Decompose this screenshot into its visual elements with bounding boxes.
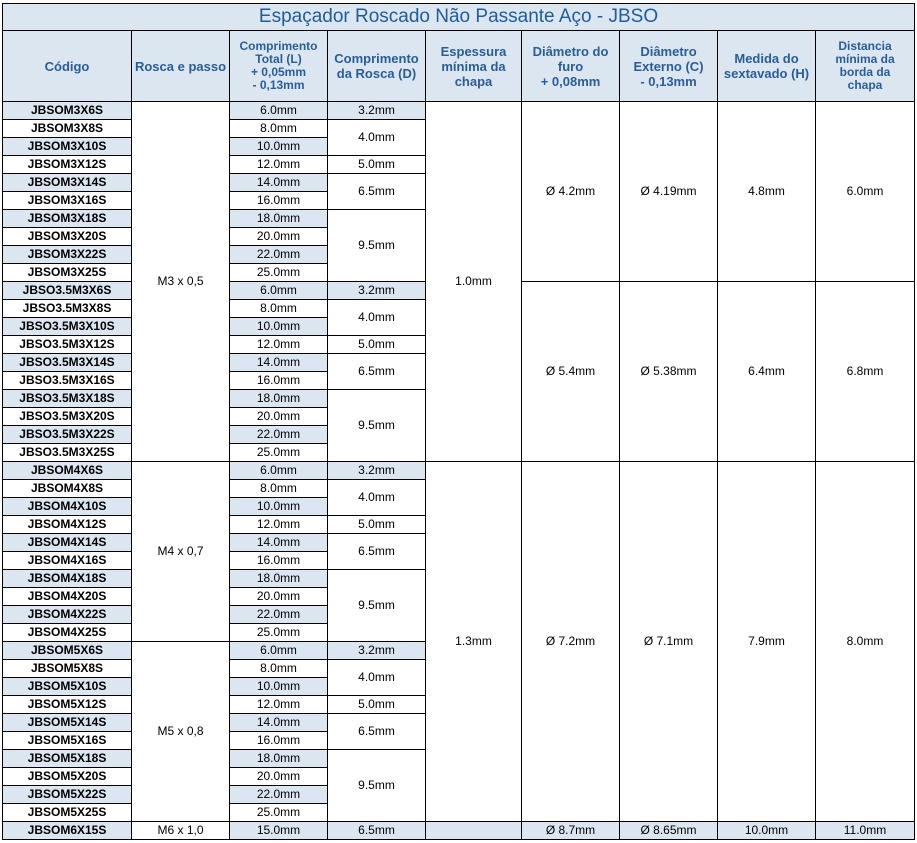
- length-cell: 20.0mm: [230, 228, 328, 246]
- length-cell: 22.0mm: [230, 786, 328, 804]
- medida-cell: 6.4mm: [718, 282, 816, 462]
- length-cell: 8.0mm: [230, 480, 328, 498]
- diam-ext-cell: Ø 7.1mm: [620, 462, 718, 822]
- diam-furo-cell: Ø 4.2mm: [522, 102, 620, 282]
- code-cell: JBSOM3X25S: [3, 264, 132, 282]
- code-cell: JBSOM5X12S: [3, 696, 132, 714]
- code-cell: JBSOM4X12S: [3, 516, 132, 534]
- length-cell: 10.0mm: [230, 678, 328, 696]
- code-cell: JBSOM3X8S: [3, 120, 132, 138]
- code-cell: JBSOM3X16S: [3, 192, 132, 210]
- header-line: mínima da: [835, 52, 895, 66]
- thread-length-cell: 6.5mm: [328, 822, 426, 840]
- code-cell: JBSOM5X10S: [3, 678, 132, 696]
- thread-length-cell: 5.0mm: [328, 336, 426, 354]
- thread-length-cell: 4.0mm: [328, 120, 426, 156]
- thread-length-cell: 4.0mm: [328, 300, 426, 336]
- medida-cell: 10.0mm: [718, 822, 816, 840]
- length-cell: 18.0mm: [230, 210, 328, 228]
- code-cell: JBSO3.5M3X25S: [3, 444, 132, 462]
- length-cell: 16.0mm: [230, 372, 328, 390]
- diam-ext-cell: Ø 5.38mm: [620, 282, 718, 462]
- length-cell: 14.0mm: [230, 354, 328, 372]
- medida-cell: 4.8mm: [718, 102, 816, 282]
- length-cell: 10.0mm: [230, 318, 328, 336]
- thread-length-cell: 9.5mm: [328, 570, 426, 642]
- thread-length-cell: 9.5mm: [328, 750, 426, 822]
- code-cell: JBSOM4X14S: [3, 534, 132, 552]
- code-cell: JBSOM5X8S: [3, 660, 132, 678]
- espessura-cell: 1.0mm: [426, 102, 522, 462]
- length-cell: 12.0mm: [230, 516, 328, 534]
- code-cell: JBSOM4X8S: [3, 480, 132, 498]
- length-cell: 6.0mm: [230, 282, 328, 300]
- length-cell: 12.0mm: [230, 156, 328, 174]
- code-cell: JBSOM6X15S: [3, 822, 132, 840]
- code-cell: JBSOM5X6S: [3, 642, 132, 660]
- header-line: sextavado (H): [723, 66, 810, 81]
- thread-length-cell: 3.2mm: [328, 282, 426, 300]
- code-cell: JBSO3.5M3X22S: [3, 426, 132, 444]
- code-cell: JBSO3.5M3X14S: [3, 354, 132, 372]
- thread-length-cell: 6.5mm: [328, 354, 426, 390]
- code-cell: JBSO3.5M3X10S: [3, 318, 132, 336]
- code-cell: JBSO3.5M3X18S: [3, 390, 132, 408]
- thread-length-cell: 5.0mm: [328, 516, 426, 534]
- header-line: Comprimento: [239, 39, 318, 53]
- header-line: chapa: [454, 73, 493, 89]
- length-cell: 8.0mm: [230, 120, 328, 138]
- thread-length-cell: 5.0mm: [328, 696, 426, 714]
- header-comp-total: [230, 31, 328, 102]
- diam-furo-cell: Ø 8.7mm: [522, 822, 620, 840]
- length-cell: 22.0mm: [230, 426, 328, 444]
- code-cell: JBSOM5X18S: [3, 750, 132, 768]
- diam-ext-cell: Ø 8.65mm: [620, 822, 718, 840]
- header-line: Total (L): [255, 52, 302, 66]
- thread-length-cell: 4.0mm: [328, 480, 426, 516]
- code-cell: JBSOM3X20S: [3, 228, 132, 246]
- code-cell: JBSOM3X14S: [3, 174, 132, 192]
- code-cell: JBSOM4X20S: [3, 588, 132, 606]
- code-cell: JBSOM5X20S: [3, 768, 132, 786]
- thread-length-cell: 6.5mm: [328, 714, 426, 750]
- length-cell: 12.0mm: [230, 336, 328, 354]
- rosca-cell: M6 x 1,0: [132, 822, 230, 840]
- distancia-cell: 6.0mm: [816, 102, 915, 282]
- length-cell: 14.0mm: [230, 534, 328, 552]
- header-line: mínima da: [441, 58, 506, 74]
- distancia-cell: 11.0mm: [816, 822, 915, 840]
- code-cell: JBSOM4X16S: [3, 552, 132, 570]
- code-cell: JBSOM5X25S: [3, 804, 132, 822]
- header-line: - 0,13mm: [252, 78, 305, 92]
- code-cell: JBSOM3X12S: [3, 156, 132, 174]
- code-cell: JBSOM4X18S: [3, 570, 132, 588]
- length-cell: 20.0mm: [230, 768, 328, 786]
- length-cell: 6.0mm: [230, 642, 328, 660]
- length-cell: 18.0mm: [230, 390, 328, 408]
- code-cell: JBSOM3X6S: [3, 102, 132, 120]
- header-line: Externo (C): [633, 58, 704, 74]
- length-cell: 16.0mm: [230, 732, 328, 750]
- header-line: Distancia: [838, 39, 892, 53]
- medida-cell: 7.9mm: [718, 462, 816, 822]
- length-cell: 8.0mm: [230, 660, 328, 678]
- length-cell: 18.0mm: [230, 750, 328, 768]
- table-row: [3, 462, 915, 480]
- length-cell: 20.0mm: [230, 408, 328, 426]
- length-cell: 10.0mm: [230, 138, 328, 156]
- thread-length-cell: 3.2mm: [328, 462, 426, 480]
- table-row: [3, 822, 915, 840]
- distancia-cell: 6.8mm: [816, 282, 915, 462]
- length-cell: 25.0mm: [230, 444, 328, 462]
- code-cell: JBSOM5X16S: [3, 732, 132, 750]
- length-cell: 16.0mm: [230, 192, 328, 210]
- code-cell: JBSOM4X22S: [3, 606, 132, 624]
- header-line: + 0,08mm: [540, 73, 601, 89]
- diam-furo-cell: Ø 7.2mm: [522, 462, 620, 822]
- code-cell: JBSOM4X25S: [3, 624, 132, 642]
- code-cell: JBSO3.5M3X16S: [3, 372, 132, 390]
- thread-length-cell: 9.5mm: [328, 390, 426, 462]
- thread-length-cell: 9.5mm: [328, 210, 426, 282]
- header-distancia: [816, 31, 915, 102]
- code-cell: JBSOM3X10S: [3, 138, 132, 156]
- code-cell: JBSOM4X10S: [3, 498, 132, 516]
- header-line: Diâmetro: [640, 43, 697, 59]
- header-line: furo: [557, 58, 584, 74]
- spec-table: [2, 3, 915, 840]
- length-cell: 8.0mm: [230, 300, 328, 318]
- length-cell: 14.0mm: [230, 174, 328, 192]
- header-line: da Rosca (D): [336, 66, 417, 81]
- header-line: - 0,13mm: [640, 73, 697, 89]
- length-cell: 15.0mm: [230, 822, 328, 840]
- thread-length-cell: 6.5mm: [328, 174, 426, 210]
- spec-table-container: [2, 3, 914, 840]
- length-cell: 18.0mm: [230, 570, 328, 588]
- header-diam-furo: [522, 31, 620, 102]
- code-cell: JBSO3.5M3X20S: [3, 408, 132, 426]
- code-cell: JBSOM3X18S: [3, 210, 132, 228]
- thread-length-cell: 5.0mm: [328, 156, 426, 174]
- length-cell: 22.0mm: [230, 606, 328, 624]
- length-cell: 25.0mm: [230, 624, 328, 642]
- length-cell: 10.0mm: [230, 498, 328, 516]
- header-line: Espessura: [440, 43, 507, 59]
- code-cell: JBSOM4X6S: [3, 462, 132, 480]
- header-comp-rosca: [328, 31, 426, 102]
- espessura-cell: [426, 822, 522, 840]
- header-line: Diâmetro do: [532, 43, 609, 59]
- code-cell: JBSOM5X14S: [3, 714, 132, 732]
- rosca-cell: M5 x 0,8: [132, 642, 230, 822]
- thread-length-cell: 3.2mm: [328, 642, 426, 660]
- length-cell: 12.0mm: [230, 696, 328, 714]
- code-cell: JBSO3.5M3X8S: [3, 300, 132, 318]
- length-cell: 6.0mm: [230, 102, 328, 120]
- length-cell: 20.0mm: [230, 588, 328, 606]
- table-body: [3, 102, 915, 840]
- code-cell: JBSO3.5M3X6S: [3, 282, 132, 300]
- code-cell: JBSOM5X22S: [3, 786, 132, 804]
- rosca-cell: M3 x 0,5: [132, 102, 230, 462]
- length-cell: 25.0mm: [230, 804, 328, 822]
- header-medida: [718, 31, 816, 102]
- header-line: Comprimento: [334, 51, 419, 66]
- diam-ext-cell: Ø 4.19mm: [620, 102, 718, 282]
- length-cell: 25.0mm: [230, 264, 328, 282]
- rosca-cell: M4 x 0,7: [132, 462, 230, 642]
- header-line: + 0,05mm: [250, 65, 307, 79]
- diam-furo-cell: Ø 5.4mm: [522, 282, 620, 462]
- header-diam-ext: [620, 31, 718, 102]
- table-title: Espaçador Roscado Não Passante Aço - JBSO: [3, 4, 915, 31]
- code-cell: JBSO3.5M3X12S: [3, 336, 132, 354]
- thread-length-cell: 4.0mm: [328, 660, 426, 696]
- header-line: borda da: [839, 65, 891, 79]
- table-row: [3, 102, 915, 120]
- distancia-cell: 8.0mm: [816, 462, 915, 822]
- length-cell: 16.0mm: [230, 552, 328, 570]
- espessura-cell: 1.3mm: [426, 462, 522, 822]
- length-cell: 22.0mm: [230, 246, 328, 264]
- header-espessura: [426, 31, 522, 102]
- thread-length-cell: 6.5mm: [328, 534, 426, 570]
- header-row: [3, 31, 915, 102]
- length-cell: 6.0mm: [230, 462, 328, 480]
- header-rosca: Rosca e passo: [132, 31, 230, 102]
- length-cell: 14.0mm: [230, 714, 328, 732]
- thread-length-cell: 3.2mm: [328, 102, 426, 120]
- header-line: chapa: [847, 78, 883, 92]
- code-cell: JBSOM3X22S: [3, 246, 132, 264]
- header-codigo: Código: [3, 31, 132, 102]
- header-line: Medida do: [734, 51, 799, 66]
